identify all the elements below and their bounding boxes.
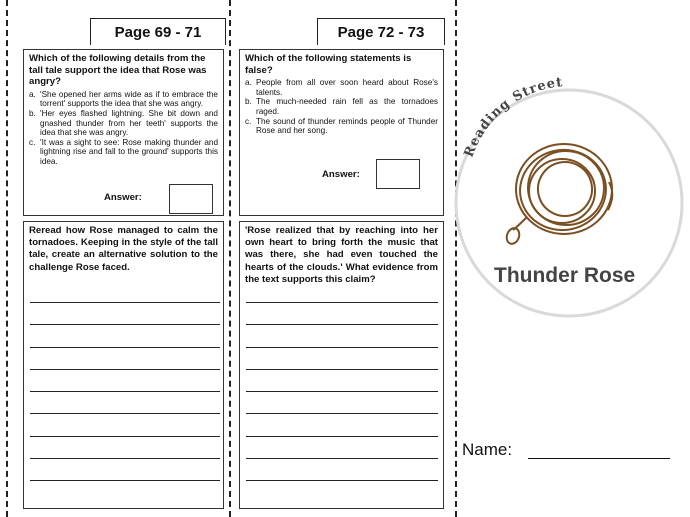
answer-label: Answer: (322, 169, 360, 180)
writing-box-1 (23, 221, 224, 509)
writing-line[interactable] (30, 347, 220, 348)
option-list (24, 90, 223, 167)
writing-line[interactable] (30, 480, 220, 481)
writing-line[interactable] (30, 458, 220, 459)
question-box-1 (23, 49, 224, 216)
writing-line[interactable] (30, 436, 220, 437)
option-a: a. 'She opened her arms wide as if to embrace the torrent' supports the idea that she was angry. (29, 89, 218, 109)
option-list (240, 78, 443, 136)
option-b: b. The much-needed rain fell as the tornadoes raged. (245, 97, 438, 116)
name-field[interactable] (528, 458, 670, 459)
question-text: Which of the following statements is false? (245, 53, 412, 76)
writing-line[interactable] (30, 324, 220, 325)
writing-line[interactable] (246, 480, 438, 481)
fold-line-left (6, 0, 8, 517)
writing-line[interactable] (246, 302, 438, 303)
writing-line[interactable] (246, 458, 438, 459)
writing-line[interactable] (246, 369, 438, 370)
option-b: b. 'Her eyes flashed lightning. She bit down and gnashed thunder from her teeth' supports the idea that she was angry. (29, 108, 218, 138)
writing-line[interactable] (30, 391, 220, 392)
page-label-72-73: Page 72 - 73 (317, 18, 445, 45)
answer-box[interactable] (376, 159, 420, 189)
cover-title: Thunder Rose (494, 264, 636, 287)
writing-prompt: Reread how Rose managed to calm the tornadoes. Keeping in the style of the tall tale, create an alternative solution to the challenge Rose faced. (29, 225, 218, 273)
option-c: c. 'It was a sight to see: Rose making thunder and lightning rise and fall to the ground' supports this idea. (29, 137, 218, 166)
fold-line-middle (229, 0, 231, 517)
writing-line[interactable] (246, 391, 438, 392)
question-box-2 (239, 49, 444, 216)
writing-line[interactable] (30, 302, 220, 303)
logo-text: Reading Street (461, 75, 564, 160)
writing-line[interactable] (246, 324, 438, 325)
name-label: Name: (462, 440, 513, 459)
option-c: c. The sound of thunder reminds people of Thunder Rose and her song. (245, 116, 438, 136)
page-label-69-71: Page 69 - 71 (90, 18, 226, 45)
writing-prompt: 'Rose realized that by reaching into her own heart to bring forth the music that was there, she had even touched the hearts of the clouds.' What evidence from the text supports this claim? (245, 225, 438, 285)
writing-line[interactable] (30, 369, 220, 370)
writing-line[interactable] (246, 347, 438, 348)
writing-line[interactable] (30, 413, 220, 414)
question-text: Which of the following details from the tall tale support the idea that Rose was angry? (29, 53, 207, 88)
answer-box[interactable] (169, 184, 213, 214)
writing-line[interactable] (246, 436, 438, 437)
lasso-icon (505, 144, 613, 246)
writing-line[interactable] (246, 413, 438, 414)
option-a: a. People from all over soon heard about Rose's talents. (245, 78, 438, 97)
fold-line-right (455, 0, 457, 517)
writing-box-2 (239, 221, 444, 509)
answer-label: Answer: (104, 192, 142, 203)
